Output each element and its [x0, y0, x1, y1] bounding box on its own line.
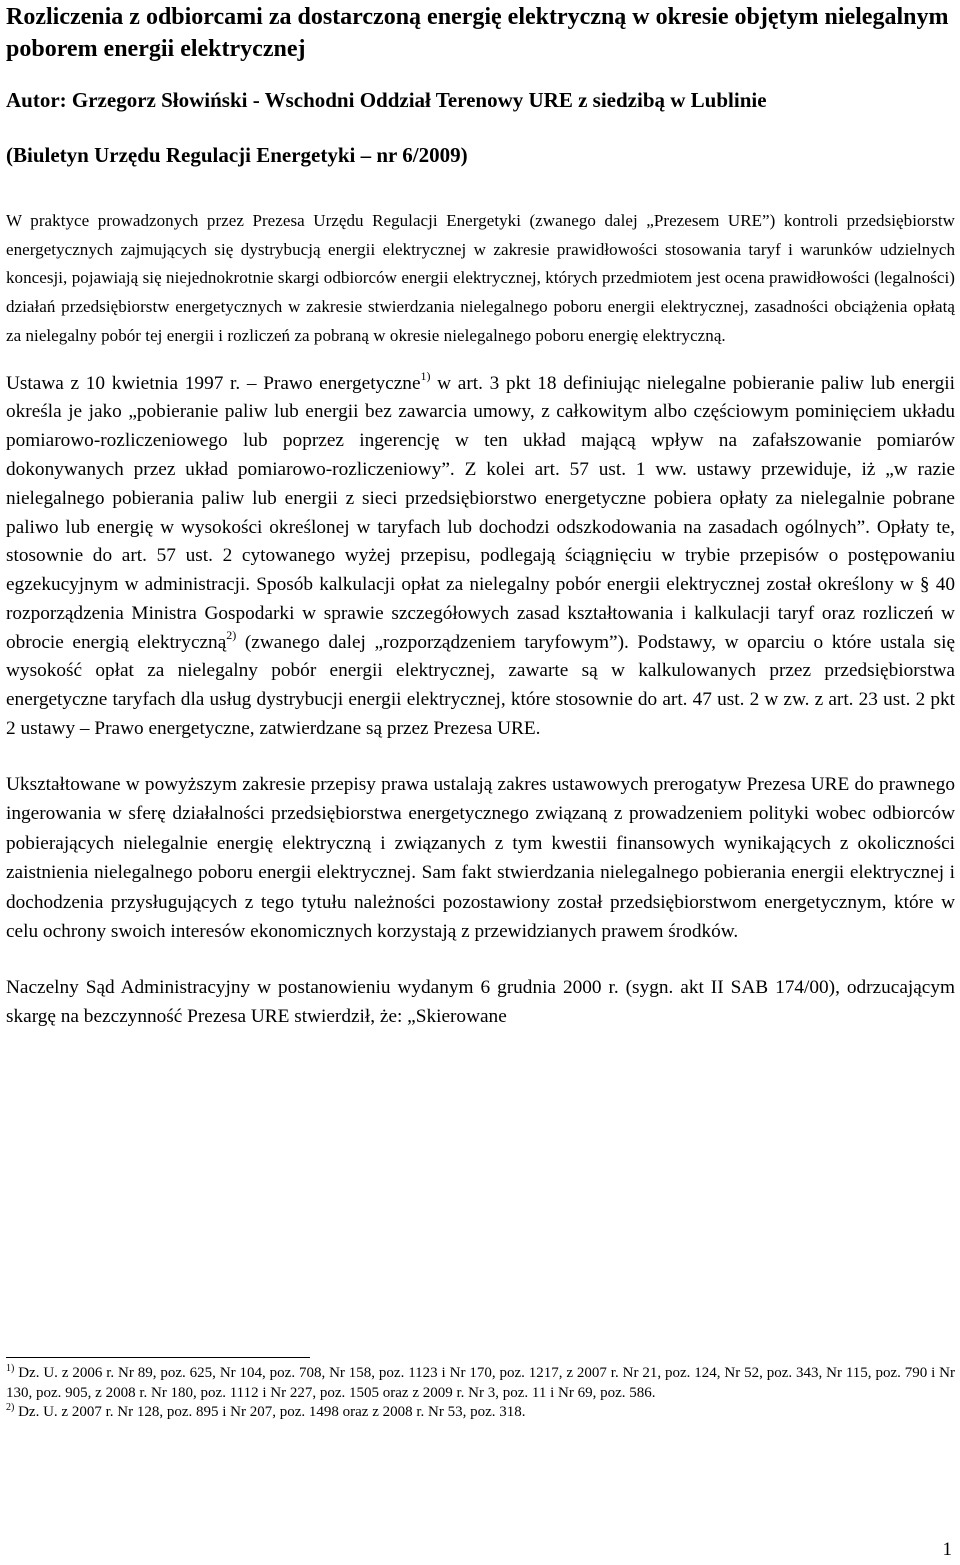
- paragraph-2: [6, 370, 955, 744]
- paragraph-4: Naczelny Sąd Administracyjny w postanowieniu wydanym 6 grudnia 2000 r. (sygn. akt II SAB 174/00), odrzucającym skargę na bezczynność Prezesa URE stwierdził, że: „Skierowane: [6, 976, 955, 1028]
- footnotes: [6, 1364, 955, 1423]
- footnote-marker-1: 1): [6, 1363, 15, 1374]
- paragraph-2-text-a: Ustawa z 10 kwietnia 1997 r. – Prawo energetyczne: [6, 372, 421, 394]
- paragraph-2-text-b: w art. 3 pkt 18 definiując nielegalne pobieranie paliw lub energii określa je jako „pobieranie paliw lub energii bez zawarcia umowy, z całkowitym albo częściowym pominięciem układu pomiarowo-rozliczeniowego lub poprzez ingerencję w ten układ mającą wpływ na zafałszowanie pomiarów dokonywanych przez układ pomiarowo-rozliczeniowy”. Z kolei art. 57 ust. 1 ww. ustawy przewiduje, iż „w razie nielegalnego pobierania paliw lub energii z sieci przedsiębiorstwo energetyczne pobiera opłaty za nielegalnie pobrane paliwo lub energię w wysokości określonej w taryfach lub dochodzi odszkodowania na zasadach ogólnych”. Opłaty te, stosownie do art. 57 ust. 2 cytowanego wyżej przepisu, podlegają ściągnięciu w trybie przepisów o postępowaniu egzekucyjnym w administracji. Sposób kalkulacji opłat za nielegalny pobór energii elektrycznej został określony w § 40 rozporządzenia Ministra Gospodarki w sprawie szczegółowych zasad kształtowania i kalkulacji taryf oraz rozliczeń w obrocie energią elektryczną: [6, 372, 955, 653]
- footnote-2: [6, 1403, 955, 1423]
- paragraph-1: W praktyce prowadzonych przez Prezesa Urzędu Regulacji Energetyki (zwanego dalej „Prezesem URE”) kontroli przedsiębiorstw energetycznych zajmujących się dystrybucją energii elektrycznej w zakresie prawidłowości stosowania taryf i warunków udzielnych koncesji, pojawiają się niejednokrotnie skargi odbiorców energii elektrycznej, których przedmiotem jest ocena prawidłowości (legalności) działań przedsiębiorstw energetycznych w zakresie stwierdzania nielegalnego poboru energii elektrycznej, zasadności obciążenia opłatą za nielegalny pobór tej energii i rozliczeń za pobraną w okresie nielegalnego poboru energię elektryczną.: [6, 211, 955, 345]
- footnote-ref-2: 2): [226, 627, 237, 642]
- paragraph-2-text-c: (zwanego dalej „rozporządzeniem taryfowym”). Podstawy, w oparciu o które ustala się wysokość opłat za nielegalny pobór energii elektrycznej, zawarte są w kalkulowanych przez przedsiębiorstwa energetyczne taryfach dla usług dystrybucji energii elektrycznej, które stosownie do art. 47 ust. 2 w zw. z art. 23 ust. 2 pkt 2 ustawy – Prawo energetyczne, zatwierdzane są przez Prezesa URE.: [6, 631, 955, 740]
- footnote-separator: [6, 1357, 310, 1358]
- paragraph-3: Ukształtowane w powyższym zakresie przepisy prawa ustalają zakres ustawowych prerogatyw Prezesa URE do prawnego ingerowania w sferę działalności przedsiębiorstwa energetycznego związaną z prowadzeniem polityki wobec odbiorców pobierających nielegalnie energię elektryczną i związanych z tym kwestii finansowych wynikających z okoliczności zaistnienia nielegalnego poboru energii elektrycznej. Sam fakt stwierdzania nielegalnego pobierania energii elektrycznej i dochodzenia przysługujących z tego tytułu należności pozostawiony został przedsiębiorstwom energetycznym, które w celu ochrony swoich interesów ekonomicznych korzystają z przewidzianych prawem środków.: [6, 773, 955, 943]
- footnote-text-1: Dz. U. z 2006 r. Nr 89, poz. 625, Nr 104, poz. 708, Nr 158, poz. 1123 i Nr 170, poz. 1217, z 2007 r. Nr 21, poz. 124, Nr 52, poz. 343, Nr 115, poz. 790 i Nr 130, poz. 905, z 2008 r. Nr 180, poz. 1112 i Nr 227, poz. 1505 oraz z 2009 r. Nr 3, poz. 11 i Nr 69, poz. 586.: [6, 1365, 955, 1401]
- footnote-marker-2: 2): [6, 1402, 15, 1413]
- footnote-text-2: Dz. U. z 2007 r. Nr 128, poz. 895 i Nr 207, poz. 1498 oraz z 2008 r. Nr 53, poz. 318.: [14, 1404, 526, 1420]
- footnote-1: [6, 1364, 955, 1403]
- document-author: Autor: Grzegorz Słowiński - Wschodni Oddział Terenowy URE z siedzibą w Lublinie: [6, 88, 767, 112]
- page-number: 1: [942, 1539, 952, 1560]
- footnote-ref-1: 1): [420, 368, 431, 383]
- document-source: (Biuletyn Urzędu Regulacji Energetyki – nr 6/2009): [6, 143, 468, 167]
- document-title: Rozliczenia z odbiorcami za dostarczoną energię elektryczną w okresie objętym nielegalnym poborem energii elektrycznej: [6, 4, 949, 62]
- document-page: [6, 0, 955, 1565]
